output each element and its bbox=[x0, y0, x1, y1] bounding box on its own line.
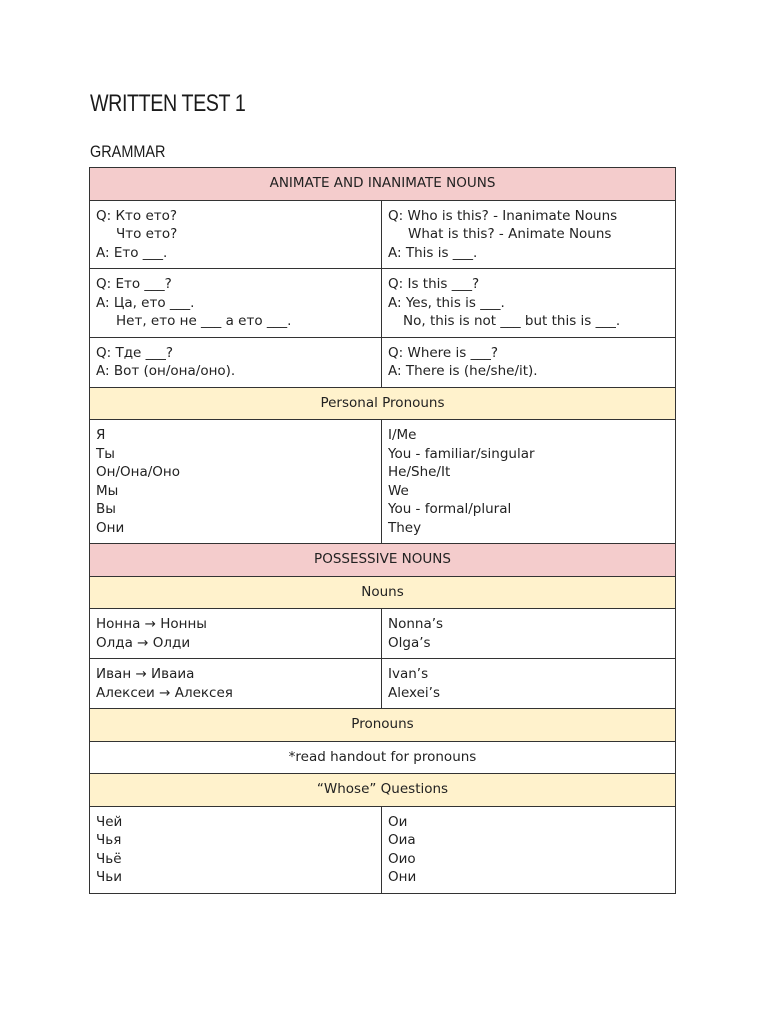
text-line: Q: Is this ___? bbox=[388, 276, 480, 292]
document-title: WRITTEN TEST 1 bbox=[90, 90, 246, 117]
cell-russian bbox=[90, 609, 382, 659]
cell-english bbox=[382, 420, 676, 544]
text-line: A: There is (he/she/it). bbox=[388, 363, 538, 379]
cell-russian bbox=[90, 420, 382, 544]
pronouns-note-row bbox=[90, 741, 676, 774]
text-line: Я bbox=[96, 427, 106, 443]
text-line: A: Ето ___. bbox=[96, 244, 168, 261]
cell-russian bbox=[90, 337, 382, 387]
text-line: A: Yes, this is ___. bbox=[388, 294, 505, 311]
text-line: He/She/It bbox=[388, 464, 451, 480]
text-line: They bbox=[388, 519, 422, 536]
cell-english bbox=[382, 200, 676, 269]
text-line: Q: Who is this? - Inanimate Nouns bbox=[388, 207, 618, 224]
text-line: Вы bbox=[96, 501, 116, 517]
cell-english bbox=[382, 269, 676, 338]
cell-russian bbox=[90, 806, 382, 893]
text-line: Он/Она/Оно bbox=[96, 464, 180, 480]
text-line: Чей bbox=[96, 813, 123, 830]
cell-english bbox=[382, 609, 676, 659]
nouns-header: Nouns bbox=[90, 576, 676, 609]
text-line: You - familiar/singular bbox=[388, 445, 535, 462]
text-line: Nonna’s bbox=[388, 616, 444, 632]
text-line: Нет, ето не ___ а ето ___. bbox=[116, 313, 292, 329]
text-line: Оиа bbox=[388, 832, 416, 848]
personal-pronouns-header: Personal Pronouns bbox=[90, 387, 676, 420]
cell-russian bbox=[90, 269, 382, 338]
text-line: Q: Тде ___? bbox=[96, 344, 174, 361]
text-line: Ivan’s bbox=[388, 666, 429, 682]
text-line: Alexei’s bbox=[388, 684, 441, 701]
text-line: Q: Кто ето? bbox=[96, 207, 178, 224]
text-line: Олда → Олди bbox=[96, 634, 191, 651]
cell-english bbox=[382, 337, 676, 387]
animate-header: ANIMATE AND INANIMATE NOUNS bbox=[90, 168, 676, 201]
whose-questions-header: “Whose” Questions bbox=[90, 774, 676, 807]
text-line: No, this is not ___ but this is ___. bbox=[403, 313, 621, 329]
table-row bbox=[90, 806, 676, 893]
nouns-header-row bbox=[90, 576, 676, 609]
table-row bbox=[90, 609, 676, 659]
cell-english bbox=[382, 806, 676, 893]
cell-english bbox=[382, 659, 676, 709]
text-line: A: This is ___. bbox=[388, 244, 478, 261]
text-line: We bbox=[388, 482, 409, 499]
text-line: Чьи bbox=[96, 869, 122, 885]
text-line: Иван → Иваиа bbox=[96, 666, 195, 682]
text-line: Q: Where is ___? bbox=[388, 344, 499, 361]
text-line: Оио bbox=[388, 850, 416, 867]
text-line: I/Me bbox=[388, 427, 417, 443]
grammar-table bbox=[89, 167, 676, 894]
possessive-header-row bbox=[90, 544, 676, 577]
text-line: Чьё bbox=[96, 850, 122, 867]
text-line: Они bbox=[388, 869, 417, 885]
pronouns-header: Pronouns bbox=[90, 709, 676, 742]
text-line: Ты bbox=[96, 445, 115, 462]
possessive-nouns-header: POSSESSIVE NOUNS bbox=[90, 544, 676, 577]
cell-russian bbox=[90, 659, 382, 709]
text-line: A: Ца, ето ___. bbox=[96, 294, 195, 311]
text-line: Мы bbox=[96, 482, 119, 499]
text-line: Нонна → Нонны bbox=[96, 616, 207, 632]
table-row bbox=[90, 420, 676, 544]
personal-header-row bbox=[90, 387, 676, 420]
text-line: Olga’s bbox=[388, 634, 431, 651]
pronouns-header-row bbox=[90, 709, 676, 742]
table-row bbox=[90, 659, 676, 709]
table-row bbox=[90, 337, 676, 387]
cell-russian bbox=[90, 200, 382, 269]
text-line: You - formal/plural bbox=[388, 501, 512, 517]
table-row bbox=[90, 269, 676, 338]
text-line: Алексеи → Алексея bbox=[96, 684, 233, 701]
animate-header-row bbox=[90, 168, 676, 201]
pronouns-note: *read handout for pronouns bbox=[90, 741, 676, 774]
text-line: Q: Ето ___? bbox=[96, 276, 172, 292]
text-line: Чья bbox=[96, 832, 122, 848]
text-line: A: Вот (он/она/оно). bbox=[96, 363, 236, 379]
text-line: Что ето? bbox=[116, 226, 178, 242]
text-line: Они bbox=[96, 519, 125, 536]
text-line: Ои bbox=[388, 813, 408, 830]
section-title-grammar: GRAMMAR bbox=[90, 142, 166, 161]
text-line: What is this? - Animate Nouns bbox=[408, 226, 612, 242]
whose-header-row bbox=[90, 774, 676, 807]
table-row bbox=[90, 200, 676, 269]
